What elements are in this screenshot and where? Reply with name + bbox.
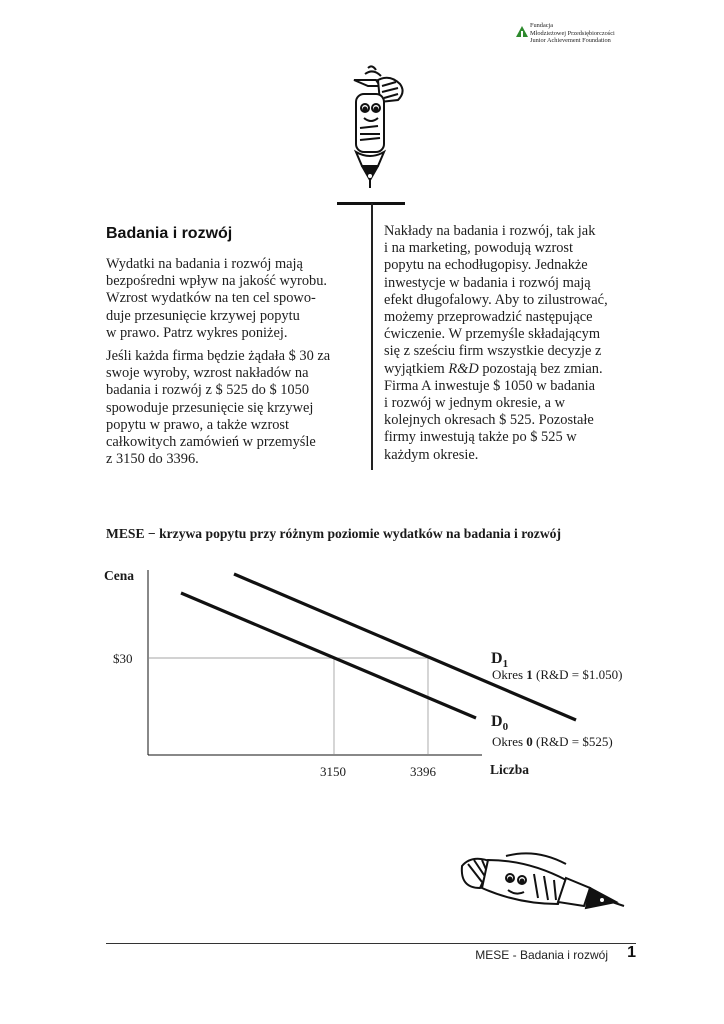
logo-line-2: Młodzieżowej Przedsiębiorczości [530,29,615,37]
right-paragraph-rd-emphasis: R&D [448,360,479,377]
price-tick-label: $30 [113,651,133,666]
right-paragraph [384,223,644,464]
demand-curve-d1 [234,574,576,720]
x-tick-label-0: 3150 [320,764,346,779]
foundation-logo [516,22,656,52]
logo-tree-icon [516,26,528,38]
series-legend-d0-num: 0 [526,734,533,749]
y-axis-label: Cena [104,568,134,583]
x-axis-label: Liczba [490,762,529,777]
right-paragraph-part-2: pozostają bez zmian. Firma A inwestuje $ 1050 w badania i rozwój w jednym okresie, a w kolejnych okresach $ 525. Pozostałe firmy inwestują także po $ 525 w każdym okresie. [384,360,603,463]
pen-mascot-bottom-illustration [448,838,638,928]
right-paragraph-part-1: Nakłady na badania i rozwój, tak jak i na marketing, powodują wzrost popytu na echodługopisy. Jednakże inwestycje w badania i rozwój mają efekt długofalowy. Aby to zilustrować, możemy przeprowadzić następujące ćwiczenie. W przemyśle składającym się z sześciu firm wszystkie decyzje z wyjątkiem [384,223,608,377]
chart-title: MESE − krzywa popytu przy różnym poziomie wydatków na badania i rozwój [106,526,561,541]
logo-text [530,22,615,45]
footer-rule [106,943,636,944]
series-label-d0-main: D [491,713,503,730]
demand-curve-chart [0,560,724,800]
series-legend-d0 [492,734,613,749]
pen-mascot-top-illustration [330,64,420,204]
series-label-d1-sub: 1 [502,658,509,670]
series-legend-d1 [492,667,622,682]
column-divider-vertical [371,203,373,470]
series-legend-d1-suffix: (R&D = $1.050) [532,667,623,682]
left-paragraph-2: Jeśli każda firma będzie żądała $ 30 za swoje wyroby, wzrost nakładów na badania i rozwój z $ 525 do $ 1050 spowoduje przesunięcie się krzywej popytu w prawo, a także wzrost całkowitych zamówień w przemyśle z 3150 do 3396. [106,348,331,468]
x-tick-label-1: 3396 [410,764,436,779]
footer-text: MESE - Badania i rozwój [475,948,608,962]
series-label-d0 [491,713,509,733]
series-label-d0-sub: 0 [502,721,509,733]
logo-line-3: Junior Achievement Foundation [530,37,611,45]
section-title: Badania i rozwój [106,225,233,242]
series-legend-d1-prefix: Okres [492,667,527,682]
series-label-d1-main: D [491,650,503,667]
series-legend-d1-num: 1 [526,667,533,682]
logo-line-1: Fundacja [530,22,554,29]
page-number: 1 [627,944,636,961]
series-legend-d0-suffix: (R&D = $525) [532,734,613,749]
left-paragraph-1: Wydatki na badania i rozwój mają bezpośredni wpływ na jakość wyrobu. Wzrost wydatków na ten cel spowo- duje przesunięcie krzywej popytu w prawo. Patrz wykres poniżej. [106,256,328,341]
demand-curve-d0 [181,593,476,718]
series-legend-d0-prefix: Okres [492,734,527,749]
